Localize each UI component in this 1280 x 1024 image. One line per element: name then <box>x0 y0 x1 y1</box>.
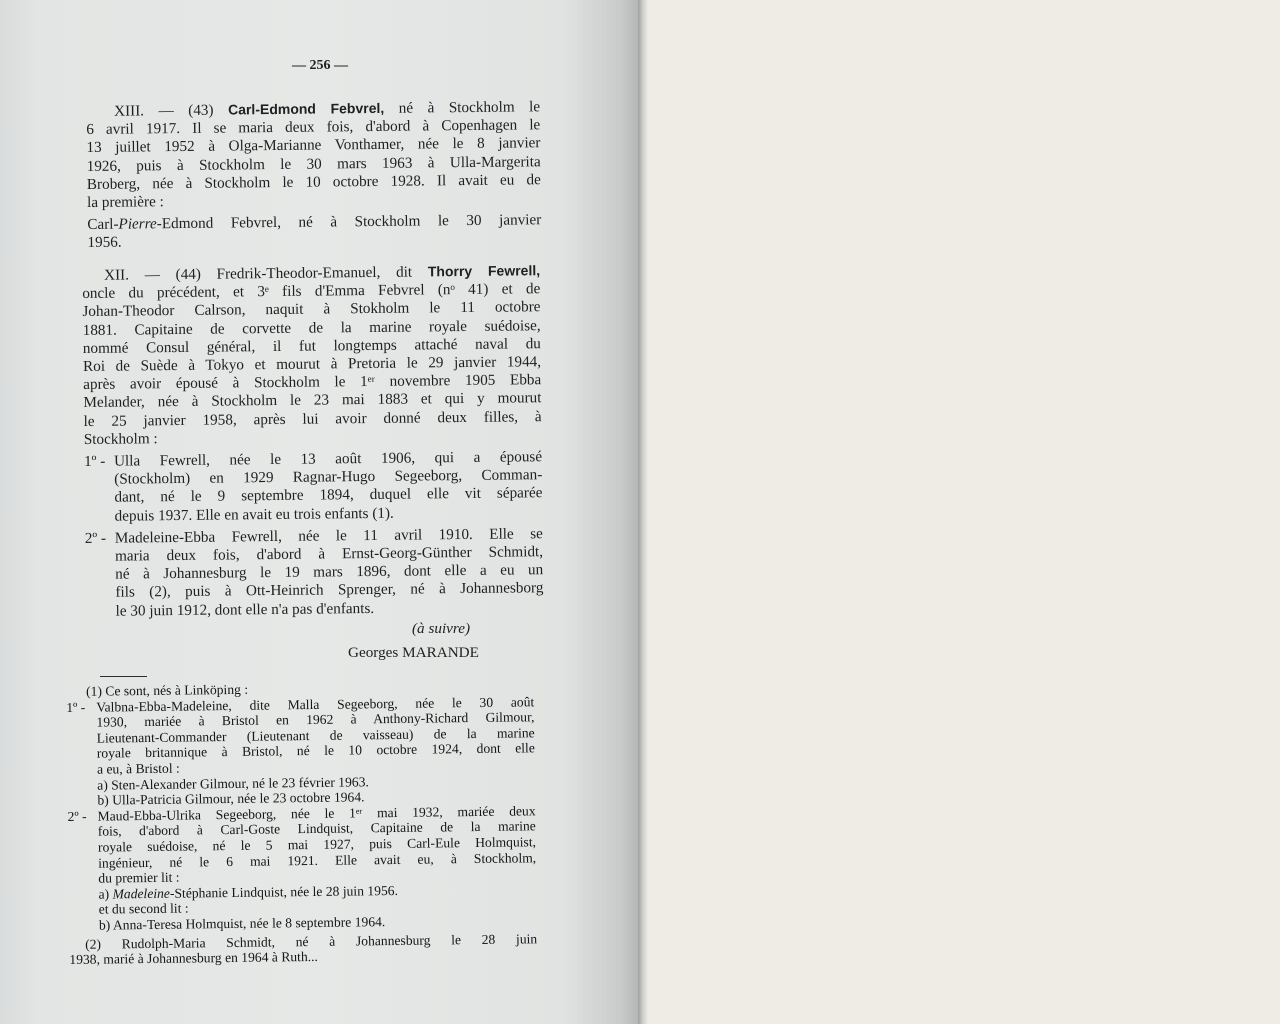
text-line: Johan-Theodor Calrson, naquit à Stokholm le 11 octobre <box>82 298 541 321</box>
footnotes <box>66 678 537 967</box>
section-xii <box>82 261 544 621</box>
section-xiii <box>86 97 542 252</box>
text-line: 1956. <box>87 234 122 252</box>
text-line: dant, né le 9 septembre 1894, duquel elle vit séparée <box>114 484 543 507</box>
sub-item-text: -Stéphanie Lindquist, née le 28 juin 1956. <box>169 882 399 901</box>
footnote-1-intro: (1) Ce sont, nés à Linköping : <box>85 681 249 699</box>
section-xii-lead: XII. — (44) Fredrik-Theodor-Emanuel, dit <box>104 263 428 284</box>
text-line: oncle du précédent, et 3ᵉ fils d'Emma Febvrel (nᵒ 41) et de <box>82 280 541 303</box>
text-line: depuis 1937. Elle en avait eu trois enfants (1). <box>114 504 394 525</box>
text-line: ingénieur, né le 6 mai 1921. Elle avait eu, à Stockholm, <box>98 849 537 871</box>
page-number: — 256 — <box>292 58 348 73</box>
text-line: nommé Consul général, il fut longtemps attaché naval du <box>82 335 541 357</box>
text-line: a eu, à Bristol : <box>96 760 180 777</box>
footnote-divider <box>100 676 147 677</box>
text-line: 1938, marié à Johannesburg en 1964 à Ruth... <box>69 949 318 968</box>
text-line: 1881. Capitaine de corvette de la marine royale suédoise, <box>82 316 541 339</box>
text-line: du premier lit : <box>98 869 180 886</box>
text-line: fils (2), puis à Ott-Heinrich Sprenger, né à Johannesborg <box>115 579 544 602</box>
text-line: et du second lit : <box>98 900 189 917</box>
footnote-item-number: 1º - <box>66 699 86 715</box>
text-line: Lieutenant-Commander (Lieutenant de vaisseau) de la marine <box>96 725 535 746</box>
section-xiii-after-name: né à Stockholm le <box>384 98 541 117</box>
footnote-item <box>66 694 535 809</box>
text-line: après avoir épousé à Stockholm le 1ᵉʳ novembre 1905 Ebba <box>83 371 542 394</box>
text-line: b) Ulla-Patricia Gilmour, née le 23 octobre 1964. <box>97 789 365 808</box>
text-line: royale suédoise, né le 5 mai 1927, puis Carl-Eule Holmquist, <box>97 834 537 855</box>
person-name-carl-edmond: Carl-Edmond Febvrel, <box>227 99 385 118</box>
text-line: 6 avril 1917. Il se maria deux fois, d'abord à Copenhagen le <box>86 116 541 139</box>
author-signature: Georges MARANDE <box>348 644 479 661</box>
text-line: le 30 juin 1912, dont elle n'a pas d'enfants. <box>115 599 375 620</box>
person-name-thorry-fewrell: Thorry Fewrell, <box>427 262 541 280</box>
list-item-number: 1º - <box>83 452 106 471</box>
text-line: le 25 janvier 1958, après lui avoir donné deux filles, à <box>83 407 542 430</box>
text-line: royale britannique à Bristol, né le 10 octobre 1924, dont elle <box>96 740 535 762</box>
text-line: Madeleine-Ebba Fewrell, née le 11 avril 1910. Elle se <box>114 525 543 547</box>
text-line: fois, d'abord à Carl-Goste Lindquist, Capitaine de la marine <box>97 818 536 839</box>
text-line: Broberg, née à Stockholm le 10 octobre 1928. Il avait eu de <box>86 171 541 193</box>
sub-item-label: a) <box>98 886 113 902</box>
footnote-item-number: 2º - <box>67 808 87 824</box>
text-line: b) Anna-Teresa Holmquist, née le 8 septembre 1964. <box>98 914 386 933</box>
text-line: 13 juillet 1952 à Olga-Marianne Vonthamer, née le 8 janvier <box>86 134 541 157</box>
list-item <box>85 525 544 621</box>
text-line: Roi de Suède à Tokyo et mourut à Pretoria le 29 janvier 1944, <box>82 353 542 376</box>
text-line: a) Sten-Alexander Gilmour, né le 23 février 1963. <box>97 773 369 793</box>
text-line: Ulla Fewrell, née le 13 août 1906, qui a épousé <box>113 448 543 470</box>
child-name-pre: Carl- <box>87 215 119 234</box>
footnote-2: (2) Rudolph-Maria Schmidt, né à Johannesburg le 28 juin <box>85 930 538 952</box>
child-name-italic: Pierre <box>118 215 157 233</box>
text-line: maria deux fois, d'abord à Ernst-Georg-Günther Schmidt, <box>114 543 544 565</box>
a-suivre: (à suivre) <box>412 620 471 637</box>
text-line: 1926, puis à Stockholm le 30 mars 1963 à Ulla-Margerita <box>86 152 541 175</box>
child-name-post: -Edmond Febvrel, né à Stockholm le 30 janvier <box>156 211 542 233</box>
text-line: Melander, née à Stockholm le 23 mai 1883 et qui y mourut <box>83 389 542 412</box>
page-edge-shadow <box>638 0 648 1024</box>
text-line: 1930, mariée à Bristol en 1962 à Anthony-Richard Gilmour, <box>96 709 535 730</box>
text-line: né à Johannesburg le 19 mars 1896, dont elle a eu un <box>115 561 544 583</box>
text-line: Stockholm : <box>83 430 158 448</box>
list-item-number: 2º - <box>84 529 107 547</box>
text-line: Maud-Ebba-Ulrika Segeeborg, née le 1ᵉʳ mai 1932, mariée deux <box>97 803 536 824</box>
footnote-item <box>68 803 537 933</box>
text-line: Valbna-Ebba-Madeleine, dite Malla Segeeborg, née le 30 août <box>96 693 535 715</box>
text-line: (Stockholm) en 1929 Ragnar-Hugo Segeeborg, Comman- <box>114 466 543 488</box>
text-line: la première : <box>86 193 164 212</box>
section-xiii-lead: XIII. — (43) <box>114 101 229 120</box>
list-item <box>84 448 543 526</box>
sub-item-italic: Madeleine <box>112 885 170 902</box>
